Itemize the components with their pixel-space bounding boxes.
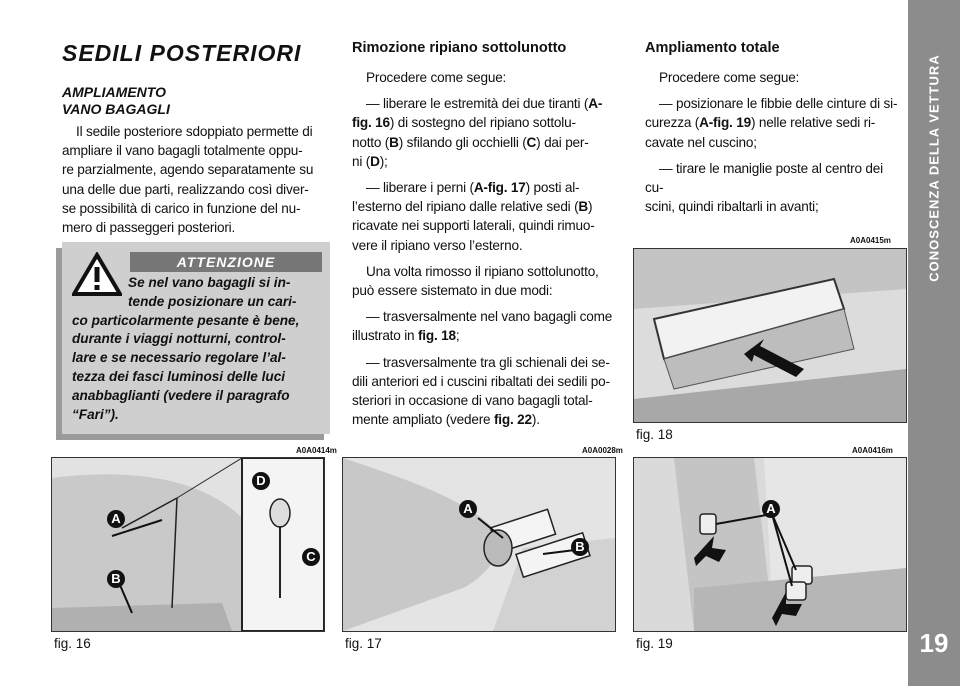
fig16-label-b: B [107,570,125,588]
fig17-caption: fig. 17 [345,636,382,651]
fig18-code: A0A0415m [850,236,891,245]
fig16-caption: fig. 16 [54,636,91,651]
fig19-image [633,457,907,632]
removal-instructions: Procedere come segue: — liberare le estremità dei due tiranti (A- fig. 16) di sostegno del ripiano sottolu- notto (B) sfilando gli occhielli (C) dai per- ni (D); — liberare i perni (A-fig. 17) posti al- l’esterno del ripiano dalle relative sedi (B) ricavate nei supporti laterali, quindi rimuo- vere il ripiano verso l’esterno. Una volta rimosso il ripiano sottolunotto, può essere sistemato in due modi: — trasversalmente nel vano bagagli come illustrato in fig. 18; — trasversalmente tra gli schienali dei se- dili anteriori ed i cuscini ribaltati dei sedili po- steriori in occasione di vano bagagli total- mente ampliato (vedere fig. 22). [352,70,613,428]
fig17-label-a: A [459,500,477,518]
subsection-heading-removal: Rimozione ripiano sottolunotto [352,40,567,56]
fig19-caption: fig. 19 [636,636,673,651]
page-title: SEDILI POSTERIORI [62,40,302,66]
fig16-label-d: D [252,472,270,490]
total-instructions: Procedere come segue: — posizionare le fibbie delle cinture di si- curezza (A-fig. 19) nelle relative sedi ri- cavate nel cuscino; — tirare le maniglie poste al centro dei cu- scini, quindi ribaltarli in avanti; [645,70,898,215]
fig18-image [633,248,907,423]
warning-label: ATTENZIONE [130,252,322,272]
fig19-label-a: A [762,500,780,518]
warning-text: Se nel vano bagagli si in- tende posizionare un cari- co particolarmente pesante è bene, durante i viaggi notturni, control- lare e se necessario regolare l’al- tezza dei fasci luminosi delle luci anabbaglianti (vedere il paragrafo “Fari”). [72,275,300,422]
fig17-label-b: B [571,538,589,556]
side-tab-text: CONOSCENZA DELLA VETTURA [926,54,942,282]
fig16-label-c: C [302,548,320,566]
fig16-code: A0A0414m [296,446,337,455]
page-number: 19 [919,628,949,658]
fig19-code: A0A0416m [852,446,893,455]
fig17-code: A0A0028m [582,446,623,455]
fig17-image [342,457,616,632]
subsection-heading-total: Ampliamento totale [645,40,780,56]
section-heading: AMPLIAMENTO VANO BAGAGLI [62,84,170,117]
fig16-image [51,457,325,632]
fig18-caption: fig. 18 [636,427,673,442]
intro-paragraph: Il sedile posteriore sdoppiato permette di ampliare il vano bagagli totalmente oppu- re parzialmente, agendo separatamente su una delle due parti, realizzando così diver- se possibilità di carico in funzione del nu- mero di passeggeri posteriori. [62,124,314,236]
fig16-label-a: A [107,510,125,528]
